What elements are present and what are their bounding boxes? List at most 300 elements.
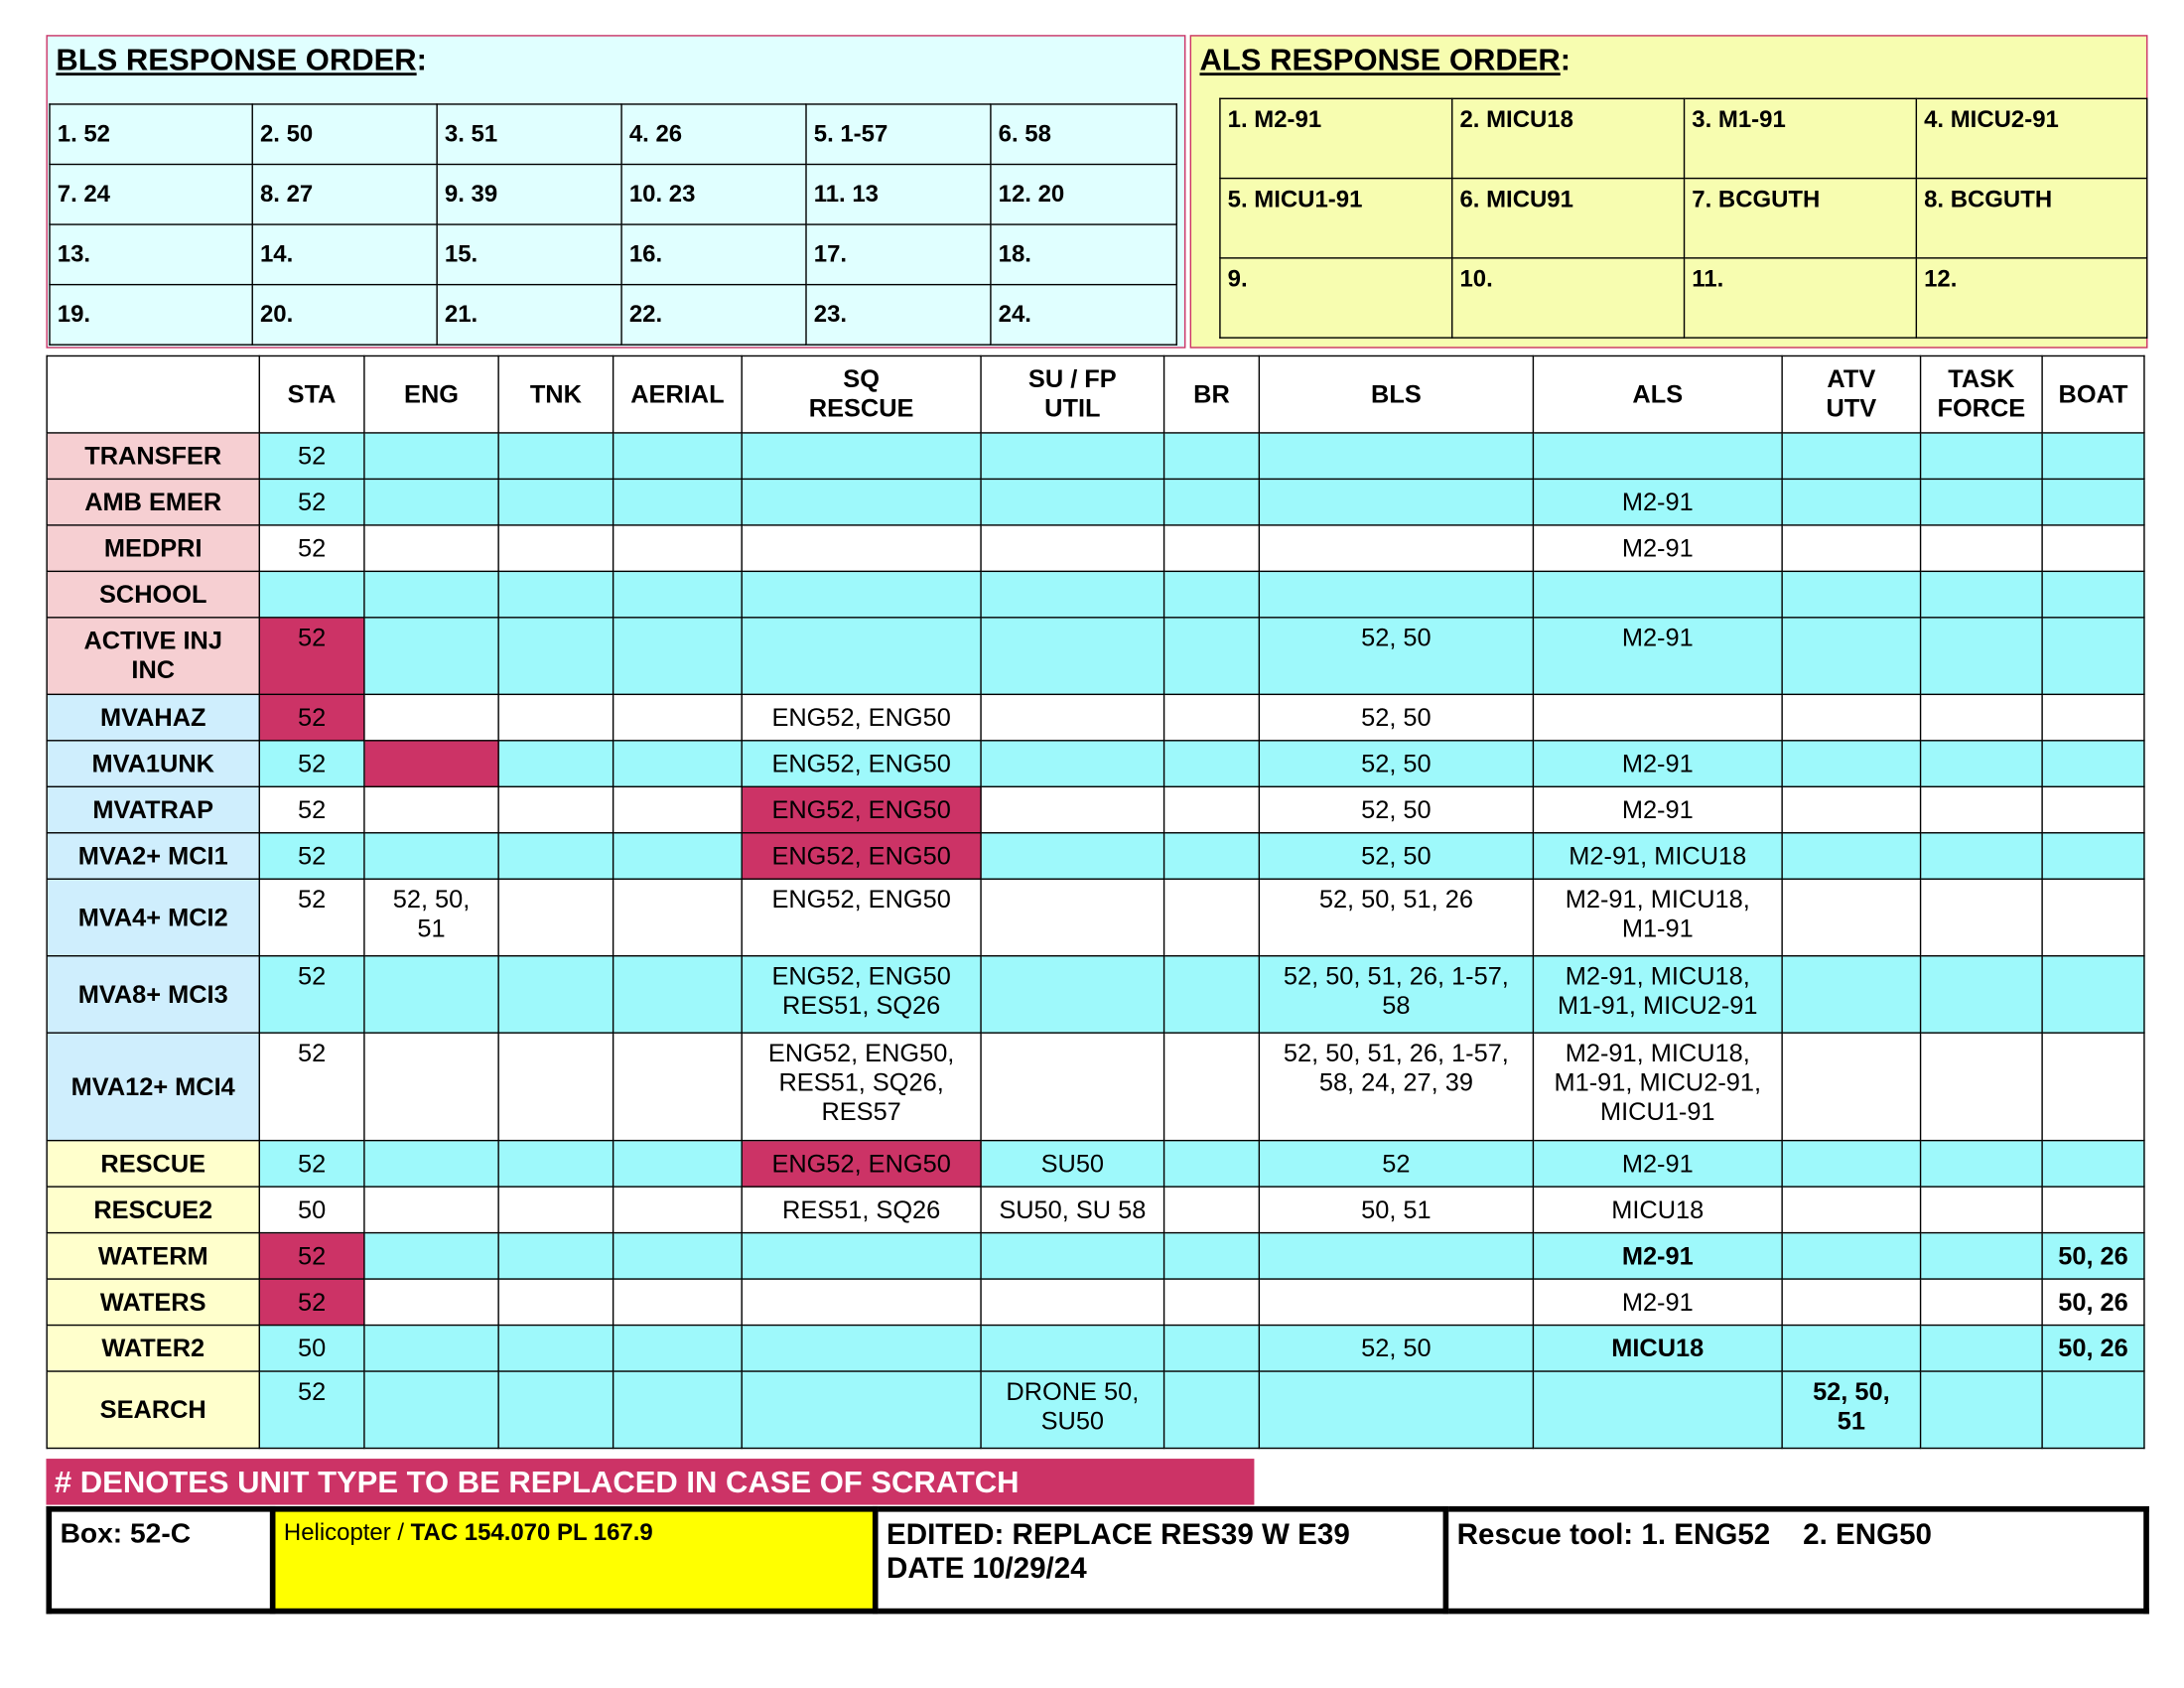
- grid-cell: ENG52, ENG50: [742, 694, 981, 740]
- grid-cell: [614, 956, 743, 1033]
- grid-row: [47, 1233, 2144, 1279]
- grid-cell: [364, 1187, 498, 1232]
- als-order-cell: 9.: [1220, 258, 1452, 338]
- als-order-cell: 6. MICU91: [1452, 179, 1685, 258]
- grid-cell: [498, 1326, 613, 1371]
- grid-cell: M2-91, MICU18: [1533, 833, 1782, 879]
- grid-cell: [1782, 479, 1920, 524]
- grid-cell: [1164, 525, 1260, 571]
- grid-cell: [1164, 479, 1260, 524]
- grid-row-label: AMB EMER: [47, 479, 259, 524]
- grid-row: [47, 694, 2144, 740]
- grid-cell: [1921, 433, 2043, 479]
- grid-row: [47, 956, 2144, 1033]
- bls-order-row: [50, 104, 1176, 165]
- bls-order-cell: 8. 27: [252, 164, 437, 224]
- bls-order-cell: 5. 1-57: [806, 104, 991, 165]
- grid-cell: [1921, 833, 2043, 879]
- grid-cell: 52: [259, 1233, 364, 1279]
- grid-cell: 52: [259, 479, 364, 524]
- grid-cell: ENG52, ENG50 RES51, SQ26: [742, 956, 981, 1033]
- grid-cell: [498, 479, 613, 524]
- grid-cell: [2042, 571, 2144, 617]
- bls-order-cell: 13.: [50, 224, 252, 285]
- grid-cell: [498, 956, 613, 1033]
- grid-cell: M2-91, MICU18, M1-91: [1533, 879, 1782, 955]
- grid-cell: [498, 833, 613, 879]
- grid-cell: [1164, 879, 1260, 955]
- grid-cell: [1164, 433, 1260, 479]
- grid-cell: [1533, 433, 1782, 479]
- grid-cell: [742, 479, 981, 524]
- grid-cell: [498, 618, 613, 694]
- grid-cell: [364, 479, 498, 524]
- grid-cell: [1533, 571, 1782, 617]
- grid-cell: [981, 618, 1164, 694]
- grid-cell: 52: [259, 956, 364, 1033]
- grid-cell: [614, 833, 743, 879]
- grid-cell: [1921, 1233, 2043, 1279]
- grid-row-label: ACTIVE INJ INC: [47, 618, 259, 694]
- grid-cell: [742, 1326, 981, 1371]
- grid-header-cell: ATV UTV: [1782, 355, 1920, 432]
- grid-cell: [498, 1279, 613, 1325]
- grid-row-label: WATERS: [47, 1279, 259, 1325]
- grid-row-label: MVA2+ MCI1: [47, 833, 259, 879]
- grid-cell: 52, 50: [1259, 786, 1533, 832]
- grid-cell: [498, 1033, 613, 1140]
- grid-cell: [1164, 833, 1260, 879]
- bls-order-cell: 7. 24: [50, 164, 252, 224]
- grid-cell: [1921, 741, 2043, 786]
- grid-header-cell: BLS: [1259, 355, 1533, 432]
- als-order-cell: 1. M2-91: [1220, 98, 1452, 178]
- footer-box: Box: 52-C: [49, 1509, 272, 1612]
- als-order-cell: 3. M1-91: [1685, 98, 1917, 178]
- grid-cell: [2042, 833, 2144, 879]
- grid-cell: [364, 694, 498, 740]
- grid-cell: [2042, 618, 2144, 694]
- grid-cell: [2042, 694, 2144, 740]
- grid-cell: 52: [259, 433, 364, 479]
- grid-cell: 50, 51: [1259, 1187, 1533, 1232]
- grid-cell: [498, 1371, 613, 1448]
- grid-cell: [1782, 1033, 1920, 1140]
- bls-order-cell: 19.: [50, 285, 252, 346]
- als-order-cell: 5. MICU1-91: [1220, 179, 1452, 258]
- bls-order-cell: 3. 51: [437, 104, 621, 165]
- grid-cell: ENG52, ENG50: [742, 741, 981, 786]
- grid-cell: 52: [259, 1279, 364, 1325]
- grid-cell: [498, 1233, 613, 1279]
- grid-row: [47, 525, 2144, 571]
- grid-cell: [614, 694, 743, 740]
- bls-order-cell: 20.: [252, 285, 437, 346]
- grid-cell: [742, 618, 981, 694]
- scratch-denote-note: # DENOTES UNIT TYPE TO BE REPLACED IN CASE OF SCRATCH: [46, 1459, 1254, 1504]
- grid-cell: [1164, 694, 1260, 740]
- grid-cell: [981, 956, 1164, 1033]
- grid-header-row: [47, 355, 2144, 432]
- grid-cell: 52: [259, 1371, 364, 1448]
- grid-cell: [259, 571, 364, 617]
- bls-order-cell: 11. 13: [806, 164, 991, 224]
- grid-cell: [1921, 1371, 2043, 1448]
- grid-cell: [742, 571, 981, 617]
- grid-cell: ENG52, ENG50: [742, 786, 981, 832]
- grid-cell: ENG52, ENG50: [742, 879, 981, 955]
- grid-header-cell: ALS: [1533, 355, 1782, 432]
- grid-cell: 52: [259, 879, 364, 955]
- grid-cell: [1782, 571, 1920, 617]
- grid-header-cell: ENG: [364, 355, 498, 432]
- grid-cell: [2042, 479, 2144, 524]
- grid-cell: [2042, 1187, 2144, 1232]
- als-order-cell: 4. MICU2-91: [1916, 98, 2146, 178]
- grid-cell: [1921, 571, 2043, 617]
- grid-cell: [1782, 1326, 1920, 1371]
- grid-cell: [614, 571, 743, 617]
- als-order-row: [1220, 258, 2147, 338]
- grid-cell: 52: [259, 786, 364, 832]
- grid-cell: [364, 525, 498, 571]
- grid-cell: [364, 786, 498, 832]
- grid-cell: [498, 741, 613, 786]
- grid-cell: [1259, 433, 1533, 479]
- grid-cell: ENG52, ENG50: [742, 833, 981, 879]
- bls-order-cell: 17.: [806, 224, 991, 285]
- grid-cell: [981, 833, 1164, 879]
- grid-header-cell: SQ RESCUE: [742, 355, 981, 432]
- grid-cell: 52: [259, 1141, 364, 1187]
- grid-cell: [1921, 879, 2043, 955]
- grid-cell: [1164, 1187, 1260, 1232]
- grid-row-label: MVA12+ MCI4: [47, 1033, 259, 1140]
- grid-cell: MICU18: [1533, 1187, 1782, 1232]
- grid-row-label: SCHOOL: [47, 571, 259, 617]
- grid-cell: [364, 956, 498, 1033]
- grid-row-label: MVA4+ MCI2: [47, 879, 259, 955]
- bls-order-cell: 9. 39: [437, 164, 621, 224]
- grid-cell: [1921, 1187, 2043, 1232]
- grid-cell: [364, 741, 498, 786]
- bls-order-row: [50, 164, 1176, 224]
- grid-cell: 52: [259, 618, 364, 694]
- grid-row-label: MVATRAP: [47, 786, 259, 832]
- grid-row: [47, 1033, 2144, 1140]
- grid-cell: [1164, 618, 1260, 694]
- footer-info-table: [46, 1506, 2148, 1614]
- grid-cell: [1164, 1279, 1260, 1325]
- grid-cell: 52, 50, 51, 26, 1-57, 58, 24, 27, 39: [1259, 1033, 1533, 1140]
- grid-cell: [614, 741, 743, 786]
- grid-row-label: RESCUE: [47, 1141, 259, 1187]
- grid-cell: 52: [259, 833, 364, 879]
- grid-cell: [614, 1233, 743, 1279]
- grid-cell: DRONE 50, SU50: [981, 1371, 1164, 1448]
- grid-cell: [1533, 694, 1782, 740]
- grid-cell: 52: [1259, 1141, 1533, 1187]
- grid-cell: [981, 694, 1164, 740]
- grid-cell: 52, 50, 51, 26, 1-57, 58: [1259, 956, 1533, 1033]
- grid-row: [47, 618, 2144, 694]
- bls-order-row: [50, 224, 1176, 285]
- grid-cell: [1782, 833, 1920, 879]
- als-order-cell: 2. MICU18: [1452, 98, 1685, 178]
- grid-cell: [981, 1279, 1164, 1325]
- grid-cell: 50: [259, 1187, 364, 1232]
- grid-cell: M2-91: [1533, 1233, 1782, 1279]
- grid-cell: [614, 1279, 743, 1325]
- als-order-row: [1220, 98, 2147, 178]
- grid-cell: M2-91: [1533, 1279, 1782, 1325]
- grid-cell: 50, 26: [2042, 1279, 2144, 1325]
- grid-cell: 52: [259, 525, 364, 571]
- grid-header-cell: STA: [259, 355, 364, 432]
- grid-cell: [614, 479, 743, 524]
- als-order-cell: 7. BCGUTH: [1685, 179, 1917, 258]
- grid-row-label: MVA1UNK: [47, 741, 259, 786]
- bls-order-cell: 2. 50: [252, 104, 437, 165]
- grid-cell: [742, 1233, 981, 1279]
- als-order-cell: 10.: [1452, 258, 1685, 338]
- grid-cell: [981, 525, 1164, 571]
- bls-order-cell: 12. 20: [991, 164, 1176, 224]
- grid-cell: M2-91: [1533, 1141, 1782, 1187]
- grid-cell: [2042, 956, 2144, 1033]
- grid-cell: [1164, 956, 1260, 1033]
- grid-cell: [742, 1371, 981, 1448]
- grid-cell: [1782, 525, 1920, 571]
- grid-cell: M2-91, MICU18, M1-91, MICU2-91, MICU1-91: [1533, 1033, 1782, 1140]
- grid-cell: [614, 1187, 743, 1232]
- grid-cell: [364, 618, 498, 694]
- grid-row-label: RESCUE2: [47, 1187, 259, 1232]
- grid-cell: [981, 571, 1164, 617]
- grid-cell: M2-91: [1533, 618, 1782, 694]
- response-grid: [46, 355, 2144, 1449]
- grid-cell: SU50, SU 58: [981, 1187, 1164, 1232]
- grid-cell: [614, 879, 743, 955]
- grid-row: [47, 1326, 2144, 1371]
- grid-cell: [1782, 1279, 1920, 1325]
- grid-cell: [1782, 786, 1920, 832]
- grid-cell: M2-91: [1533, 479, 1782, 524]
- grid-row: [47, 879, 2144, 955]
- grid-cell: 52, 50: [1259, 833, 1533, 879]
- als-order-table: [1219, 98, 2147, 339]
- grid-cell: [742, 1279, 981, 1325]
- grid-cell: [1921, 479, 2043, 524]
- grid-cell: 50, 26: [2042, 1326, 2144, 1371]
- grid-cell: [742, 525, 981, 571]
- grid-cell: 50: [259, 1326, 364, 1371]
- grid-header-cell: TNK: [498, 355, 613, 432]
- als-order-title: ALS RESPONSE ORDER:: [1199, 42, 1571, 77]
- grid-cell: [614, 1371, 743, 1448]
- grid-cell: [614, 786, 743, 832]
- grid-cell: [1782, 1187, 1920, 1232]
- grid-cell: [498, 1187, 613, 1232]
- grid-cell: 52, 50: [1259, 694, 1533, 740]
- grid-cell: [614, 1326, 743, 1371]
- grid-cell: [1259, 571, 1533, 617]
- grid-cell: [1164, 786, 1260, 832]
- bls-order-cell: 6. 58: [991, 104, 1176, 165]
- bls-order-cell: 1. 52: [50, 104, 252, 165]
- grid-cell: [1782, 694, 1920, 740]
- als-order-row: [1220, 179, 2147, 258]
- grid-cell: MICU18: [1533, 1326, 1782, 1371]
- grid-cell: [981, 479, 1164, 524]
- bls-order-cell: 16.: [621, 224, 806, 285]
- grid-cell: [1259, 1233, 1533, 1279]
- grid-cell: 52, 50: [1259, 618, 1533, 694]
- grid-cell: [364, 1033, 498, 1140]
- bls-order-cell: 24.: [991, 285, 1176, 346]
- grid-cell: [981, 433, 1164, 479]
- bls-order-cell: 14.: [252, 224, 437, 285]
- als-order-cell: 12.: [1916, 258, 2146, 338]
- grid-cell: 52, 50: [1259, 1326, 1533, 1371]
- grid-row-label: WATERM: [47, 1233, 259, 1279]
- grid-cell: [1164, 1033, 1260, 1140]
- grid-cell: SU50: [981, 1141, 1164, 1187]
- grid-cell: 52: [259, 741, 364, 786]
- grid-cell: [1782, 1233, 1920, 1279]
- footer-helicopter: [273, 1509, 876, 1612]
- grid-row-label: SEARCH: [47, 1371, 259, 1448]
- grid-cell: [1164, 1141, 1260, 1187]
- grid-cell: [364, 1326, 498, 1371]
- grid-cell: 52, 50, 51: [1782, 1371, 1920, 1448]
- grid-cell: [1921, 694, 2043, 740]
- bls-order-cell: 4. 26: [621, 104, 806, 165]
- grid-row: [47, 1141, 2144, 1187]
- bls-order-cell: 18.: [991, 224, 1176, 285]
- grid-cell: 52, 50, 51: [364, 879, 498, 955]
- grid-cell: M2-91: [1533, 525, 1782, 571]
- grid-cell: M2-91: [1533, 741, 1782, 786]
- grid-cell: [364, 1233, 498, 1279]
- grid-header-cell: AERIAL: [614, 355, 743, 432]
- grid-cell: 52, 50: [1259, 741, 1533, 786]
- grid-cell: [981, 1326, 1164, 1371]
- grid-cell: [498, 525, 613, 571]
- grid-cell: [364, 571, 498, 617]
- bls-response-order-panel: [46, 35, 1185, 349]
- grid-cell: [614, 1141, 743, 1187]
- grid-cell: [364, 1371, 498, 1448]
- als-order-cell: 11.: [1685, 258, 1917, 338]
- grid-cell: [1164, 1233, 1260, 1279]
- grid-cell: [2042, 525, 2144, 571]
- footer-edited-line: EDITED: REPLACE RES39 W E39: [886, 1518, 1350, 1552]
- grid-cell: [1782, 956, 1920, 1033]
- bls-order-cell: 21.: [437, 285, 621, 346]
- grid-cell: [364, 1141, 498, 1187]
- grid-cell: [1259, 479, 1533, 524]
- grid-row: [47, 571, 2144, 617]
- grid-cell: [981, 786, 1164, 832]
- grid-cell: M2-91: [1533, 786, 1782, 832]
- grid-cell: [1921, 1033, 2043, 1140]
- grid-cell: [1259, 1371, 1533, 1448]
- grid-cell: [1921, 525, 2043, 571]
- grid-cell: [498, 571, 613, 617]
- grid-cell: RES51, SQ26: [742, 1187, 981, 1232]
- grid-cell: [1164, 741, 1260, 786]
- grid-cell: [2042, 433, 2144, 479]
- bls-order-row: [50, 285, 1176, 346]
- grid-cell: [498, 433, 613, 479]
- grid-cell: [364, 1279, 498, 1325]
- grid-cell: [981, 879, 1164, 955]
- grid-cell: [1921, 956, 2043, 1033]
- grid-cell: 50, 26: [2042, 1233, 2144, 1279]
- grid-cell: [498, 1141, 613, 1187]
- grid-row: [47, 433, 2144, 479]
- footer-edited: [876, 1509, 1446, 1612]
- grid-row-label: TRANSFER: [47, 433, 259, 479]
- grid-cell: [1164, 1326, 1260, 1371]
- grid-row: [47, 833, 2144, 879]
- grid-header-cell: TASK FORCE: [1921, 355, 2043, 432]
- grid-cell: [981, 1233, 1164, 1279]
- grid-cell: [1259, 525, 1533, 571]
- footer-helicopter-prefix: Helicopter /: [283, 1518, 411, 1546]
- grid-cell: [364, 833, 498, 879]
- footer-helicopter-tac: TAC 154.070 PL 167.9: [410, 1518, 653, 1546]
- grid-row: [47, 1187, 2144, 1232]
- grid-row: [47, 741, 2144, 786]
- grid-cell: [981, 1033, 1164, 1140]
- grid-cell: ENG52, ENG50: [742, 1141, 981, 1187]
- grid-cell: [614, 618, 743, 694]
- als-order-cell: 8. BCGUTH: [1916, 179, 2146, 258]
- grid-cell: [1782, 1141, 1920, 1187]
- grid-cell: [1921, 1141, 2043, 1187]
- grid-cell: [1921, 1279, 2043, 1325]
- grid-cell: [614, 433, 743, 479]
- grid-cell: [1782, 879, 1920, 955]
- grid-row-label: MVAHAZ: [47, 694, 259, 740]
- grid-row: [47, 1279, 2144, 1325]
- grid-cell: [2042, 1033, 2144, 1140]
- als-response-order-panel: [1190, 35, 2148, 349]
- grid-cell: [981, 741, 1164, 786]
- grid-cell: ENG52, ENG50, RES51, SQ26, RES57: [742, 1033, 981, 1140]
- grid-row-label: MVA8+ MCI3: [47, 956, 259, 1033]
- grid-header-cell: [47, 355, 259, 432]
- grid-cell: [742, 433, 981, 479]
- grid-row-label: MEDPRI: [47, 525, 259, 571]
- grid-row: [47, 1371, 2144, 1448]
- bls-order-cell: 10. 23: [621, 164, 806, 224]
- grid-cell: [1533, 1371, 1782, 1448]
- grid-cell: [1782, 741, 1920, 786]
- grid-cell: [1921, 618, 2043, 694]
- grid-cell: [498, 879, 613, 955]
- grid-cell: 52, 50, 51, 26: [1259, 879, 1533, 955]
- grid-cell: [1782, 433, 1920, 479]
- grid-cell: 52: [259, 1033, 364, 1140]
- bls-order-title: BLS RESPONSE ORDER:: [56, 42, 427, 77]
- grid-cell: [1259, 1279, 1533, 1325]
- grid-cell: M2-91, MICU18, M1-91, MICU2-91: [1533, 956, 1782, 1033]
- bls-order-cell: 23.: [806, 285, 991, 346]
- grid-header-cell: BR: [1164, 355, 1260, 432]
